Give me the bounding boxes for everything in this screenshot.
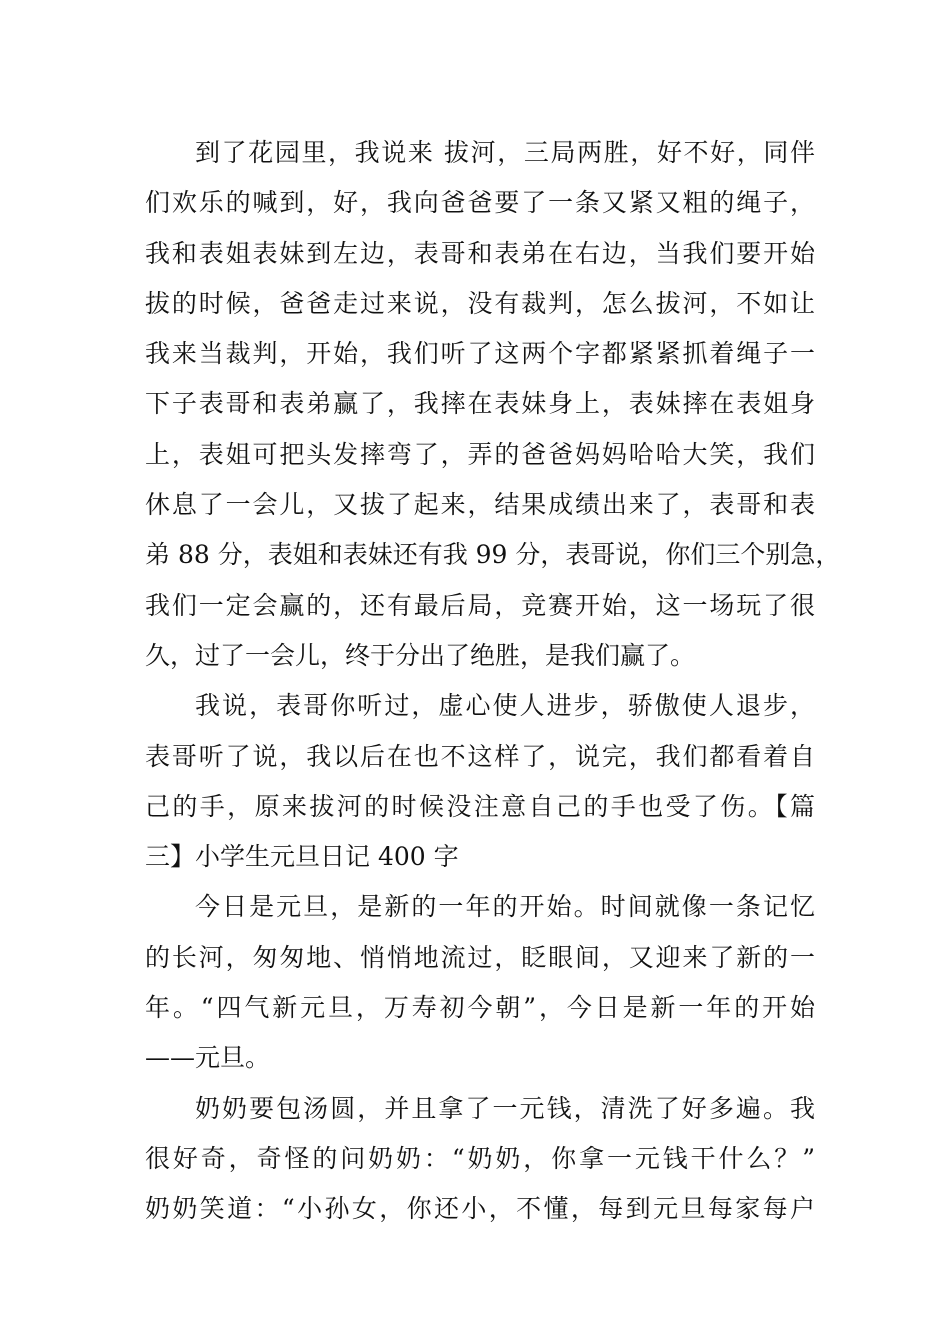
text-line: 表哥听了说，我以后在也不这样了，说完，我们都看着自 [145, 741, 815, 771]
text-line: 我说，表哥你听过，虚心使人进步，骄傲使人退步， [195, 691, 815, 721]
text-line: 弟 88 分，表姐和表妹还有我 99 分，表哥说，你们三个别急， [145, 540, 841, 570]
text-line: 们欢乐的喊到，好，我向爸爸要了一条又紧又粗的绳子， [145, 188, 815, 218]
text-line: 下子表哥和表弟赢了，我摔在表妹身上，表妹摔在表姐身 [145, 389, 815, 419]
document-body [145, 128, 841, 1235]
text-line: 的长河，匆匆地、悄悄地流过，眨眼间，又迎来了新的一 [145, 942, 815, 972]
text-line: 年。“四气新元旦，万寿初今朝”，今日是新一年的开始 [145, 993, 815, 1023]
text-line: 很好奇，奇怪的问奶奶：“奶奶，你拿一元钱干什么？” [145, 1143, 815, 1173]
text-line: 上，表姐可把头发摔弯了，弄的爸爸妈妈哈哈大笑，我们 [145, 439, 815, 469]
text-line: 今日是元旦，是新的一年的开始。时间就像一条记忆 [195, 892, 815, 922]
text-line: 己的手，原来拔河的时候没注意自己的手也受了伤。【篇 [145, 791, 815, 821]
text-line: 我来当裁判，开始，我们听了这两个字都紧紧抓着绳子一 [145, 339, 815, 369]
text-line: 休息了一会儿，又拔了起来，结果成绩出来了，表哥和表 [145, 490, 815, 520]
text-line: 奶奶要包汤圆，并且拿了一元钱，清洗了好多遍。我 [195, 1093, 815, 1123]
text-line: 到了花园里，我说来 拔河，三局两胜，好不好，同伴 [195, 138, 815, 167]
text-line: 久，过了一会儿，终于分出了绝胜，是我们赢了。 [145, 640, 696, 670]
text-line: 我们一定会赢的，还有最后局，竞赛开始，这一场玩了很 [145, 590, 815, 620]
text-line: ——元旦。 [145, 1043, 271, 1073]
text-line: 三】小学生元旦日记 400 字 [145, 842, 459, 872]
text-line: 拔的时候，爸爸走过来说，没有裁判，怎么拔河，不如让 [145, 288, 815, 318]
text-line: 奶奶笑道：“小孙女，你还小，不懂，每到元旦每家每户 [145, 1194, 815, 1224]
text-line: 我和表姐表妹到左边，表哥和表弟在右边，当我们要开始 [145, 238, 815, 268]
